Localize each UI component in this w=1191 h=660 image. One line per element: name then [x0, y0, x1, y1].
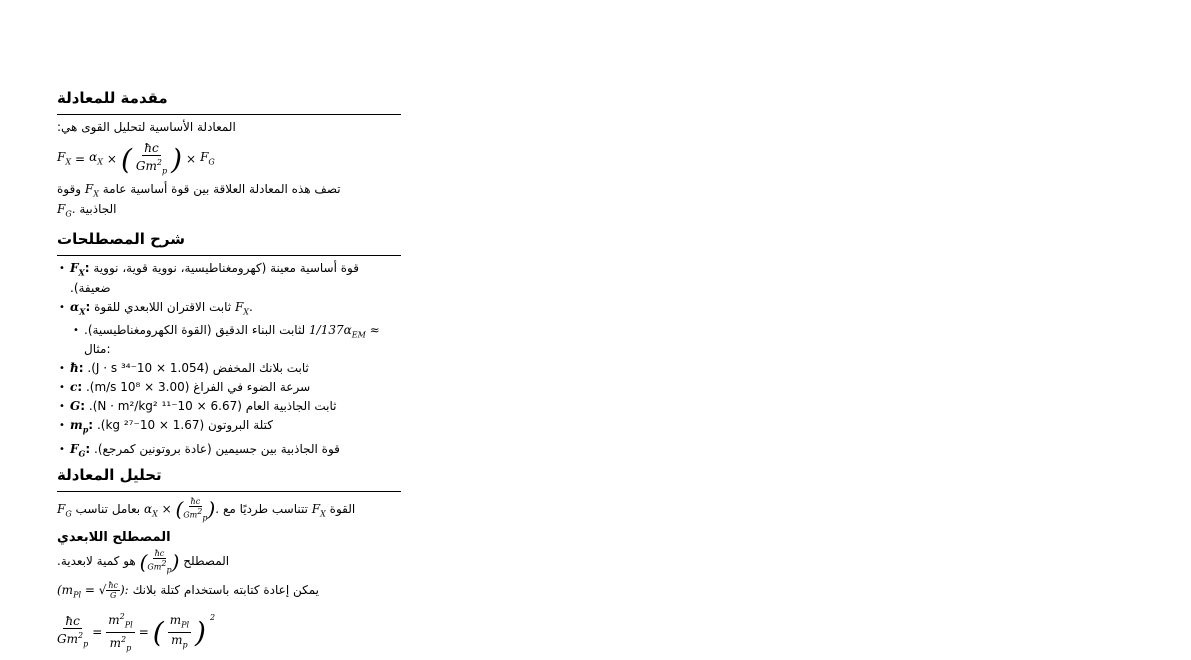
- intro-description-cont: الجاذبية $F_G$.: [57, 201, 117, 219]
- list-item: • لثابت البناء الدقيق (القوة الكهرومغناطيسية). $1/137\alpha_{EM}$ ≈ مثال:: [57, 323, 401, 357]
- section-heading-analysis: تحليل المعادلة: [57, 466, 162, 485]
- list-item: • $\alpha_X$: ثابت الاقتران اللابعدي للقوة $F_X$.: [57, 300, 401, 319]
- heading-rule: [57, 255, 401, 256]
- list-item: • G: ثابت الجاذبية العام (6.67 × 10⁻¹¹ N · m²/kg²).: [57, 399, 401, 414]
- list-item: • $F_G$: قوة الجاذبية بين جسيمين (عادة بروتونين كمرجع).: [57, 442, 401, 461]
- planck-equation: $\frac{ħc}{Gm^2_p}$ = $\frac{m^2_{Pl}}{m^2_p}$ = ( $\frac{m_{Pl}}{m_p}$ ) 2: [57, 612, 216, 653]
- intro-line: المعادلة الأساسية لتحليل القوى هي:: [57, 120, 236, 134]
- dimensionless-line: المصطلح ( $\frac{ħc}{Gm^2_p}$ ) هو كمية لابعدية.: [57, 549, 230, 575]
- coupling-fraction: $\frac{ħc}{Gm^2_p}$: [135, 141, 168, 176]
- list-item: • $m_p$: كتلة البروتون (1.67 × 10⁻²⁷ kg).: [57, 418, 401, 437]
- heading-rule: [57, 114, 401, 115]
- planck-line: يمكن إعادة كتابته باستخدام كتلة بلانك ($m_{Pl}$ = √ $\frac{ħc}{G}$ ):: [57, 580, 320, 600]
- list-item: • c: سرعة الضوء في الفراغ (3.00 × 10⁸ m/s).: [57, 380, 401, 395]
- intro-description: تصف هذه المعادلة العلاقة بين قوة أساسية عامة $F_X$ وقوة: [57, 182, 341, 199]
- document-column: [57, 88, 401, 660]
- section-heading-terms: شرح المصطلحات: [57, 230, 185, 249]
- subheading-dimensionless: المصطلح اللابعدي: [57, 530, 171, 546]
- heading-rule: [57, 491, 401, 492]
- terms-list: [57, 261, 401, 461]
- analysis-line: القوة $F_X$ تتناسب طرديًا مع $\alpha_X$ × ( $\frac{ħc}{Gm^2_p}$ ). بعامل تناسب $F_G$: [57, 497, 356, 523]
- list-item: • ħ: ثابت بلانك المخفض (1.054 × 10⁻³⁴ J · s).: [57, 361, 401, 376]
- list-item: • $F_X$: قوة أساسية معينة (كهرومغناطيسية، نووية قوية، نووية ضعيفة).: [57, 261, 401, 295]
- section-heading-intro: مقدمة للمعادلة: [57, 89, 168, 107]
- main-equation: $F_X$ = $\alpha_X$ × ( $\frac{ħc}{Gm^2_p}$ ) × $F_G$: [57, 141, 401, 178]
